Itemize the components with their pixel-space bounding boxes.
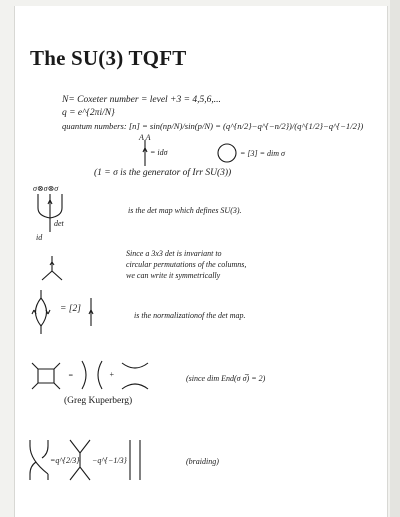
det-side-label: det: [54, 219, 64, 228]
normalization-strand: [86, 298, 96, 328]
braiding-coef1: =q^{2/3}: [50, 456, 80, 465]
kuperberg-note: (since dim End(σ σ̅) = 2): [186, 374, 266, 383]
kuperberg-plus: +: [109, 370, 115, 379]
circle-equals: = [3] = dim σ: [240, 149, 285, 158]
definition-quantum-numbers: quantum numbers: [n] = sin(np/N)/sin(p/N) = (q^{n/2}−q^{−n/2})/(q^{1/2}−q^{−1/2}): [62, 121, 364, 131]
symmetric-note-line3: we can write it symmetrically: [126, 271, 221, 280]
normalization-equals: = [2]: [60, 304, 81, 314]
det-description: is the det map which defines SU(3).: [128, 206, 242, 215]
symmetric-note-line2: circular permutations of the columns,: [126, 260, 247, 269]
h-web-diagram: [68, 440, 92, 480]
identity-equals: = idσ: [150, 148, 168, 157]
scan-edge: [390, 0, 400, 517]
det-bottom-label: id: [36, 233, 43, 242]
det-top-label: σ⊗σ⊗σ: [33, 184, 59, 193]
page-title: The SU(3) TQFT: [30, 46, 187, 70]
braiding-description: (braiding): [186, 457, 219, 466]
braiding-coef2: −q^{−1/3}: [92, 456, 127, 465]
kuperberg-equals: =: [68, 371, 74, 380]
generator-note: (1 = σ is the generator of Irr SU(3)): [94, 168, 232, 178]
normalization-description: is the normalizationof the det map.: [134, 311, 246, 320]
definition-coxeter: N= Coxeter number = level +3 = 4,5,6,...: [62, 95, 221, 105]
bigon-diagram: [30, 290, 56, 336]
definition-q: q = e^{2πi/N}: [62, 108, 115, 118]
crossing-diagram: [28, 440, 52, 480]
circle-diagram: [216, 142, 240, 166]
symmetric-note-line1: Since a 3x3 det is invariant to: [126, 249, 222, 258]
kuperberg-attribution: (Greg Kuperberg): [64, 396, 133, 406]
trivalent-vertex-diagram: [40, 256, 70, 286]
kuperberg-resolutions-diagram: [80, 361, 152, 391]
parallel-strands-diagram: [126, 440, 146, 480]
identity-strand-label: A A: [139, 133, 151, 142]
square-web-diagram: [30, 362, 64, 390]
